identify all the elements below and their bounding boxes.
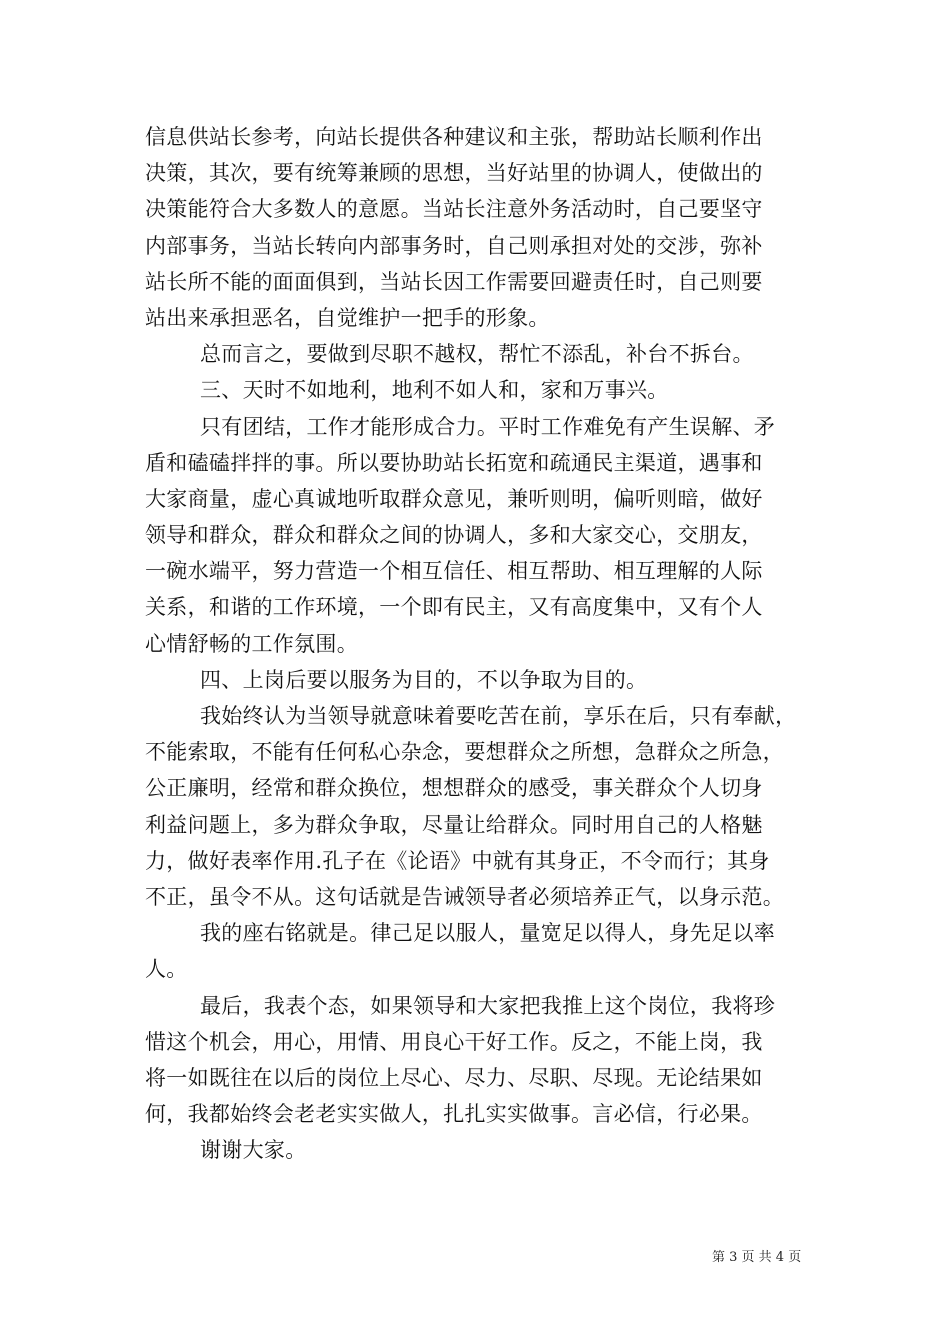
page-number-footer: 第 3 页 共 4 页 [712,1250,802,1265]
text-line: 不能索取，不能有任何私心杂念，要想群众之所想，急群众之所急， [145,740,784,765]
text-line: 利益问题上，多为群众争取，尽量让给群众。同时用自己的人格魅 [145,812,763,837]
text-line: 人。 [145,957,188,982]
text-line: 我的座右铭就是。律己足以服人，量宽足以得人，身先足以率 [200,921,776,946]
closing-thanks: 谢谢大家。 [200,1138,307,1163]
text-line: 我始终认为当领导就意味着要吃苦在前，享乐在后，只有奉献， [200,704,797,728]
summary-paragraph: 总而言之，要做到尽职不越权，帮忙不添乱，补台不拆台。 [200,342,754,367]
section-heading-4: 四、上岗后要以服务为目的，不以争取为目的。 [200,667,648,692]
text-line: 大家商量，虚心真诚地听取群众意见，兼听则明，偏听则暗，做好 [145,486,763,511]
text-line: 一碗水端平，努力营造一个相互信任、相互帮助、相互理解的人际 [145,559,763,584]
text-line: 站长所不能的面面俱到，当站长因工作需要回避责任时，自己则要 [145,269,763,294]
text-line: 信息供站长参考，向站长提供各种建议和主张，帮助站长顺利作出 [145,125,763,149]
text-line: 决策，其次，要有统筹兼顾的思想，当好站里的协调人，使做出的 [145,161,763,186]
text-line: 心情舒畅的工作氛围。 [145,631,358,656]
text-line: 不正，虽令不从。这句话就是告诫领导者必须培养正气，以身示范。 [145,884,784,909]
text-line: 公正廉明，经常和群众换位，想想群众的感受，事关群众个人切身 [145,776,763,801]
text-line: 领导和群众，群众和群众之间的协调人，多和大家交心，交朋友， [145,523,763,548]
text-line: 内部事务，当站长转向内部事务时，自己则承担对处的交涉，弥补 [145,233,763,258]
text-line: 盾和磕磕拌拌的事。所以要协助站长拓宽和疏通民主渠道，遇事和 [145,450,763,475]
text-line: 最后，我表个态，如果领导和大家把我推上这个岗位，我将珍 [200,993,776,1018]
text-line: 何，我都始终会老老实实做人，扎扎实实做事。言必信，行必果。 [145,1102,763,1127]
document-body [145,119,813,1168]
section-heading-3: 三、天时不如地利，地利不如人和，家和万事兴。 [200,378,669,403]
text-line: 力，做好表率作用.孔子在《论语》中就有其身正，不令而行；其身 [145,848,770,873]
text-line: 关系，和谐的工作环境，一个即有民主，又有高度集中，又有个人 [145,595,763,620]
text-line: 将一如既往在以后的岗位上尽心、尽力、尽职、尽现。无论结果如 [145,1065,763,1090]
text-line: 决策能符合大多数人的意愿。当站长注意外务活动时，自己要坚守 [145,197,763,222]
text-line: 惜这个机会，用心，用情、用良心干好工作。反之，不能上岗，我 [145,1029,763,1054]
text-line: 站出来承担恶名，自觉维护一把手的形象。 [145,305,550,330]
text-line: 只有团结，工作才能形成合力。平时工作难免有产生误解、矛 [200,414,776,439]
